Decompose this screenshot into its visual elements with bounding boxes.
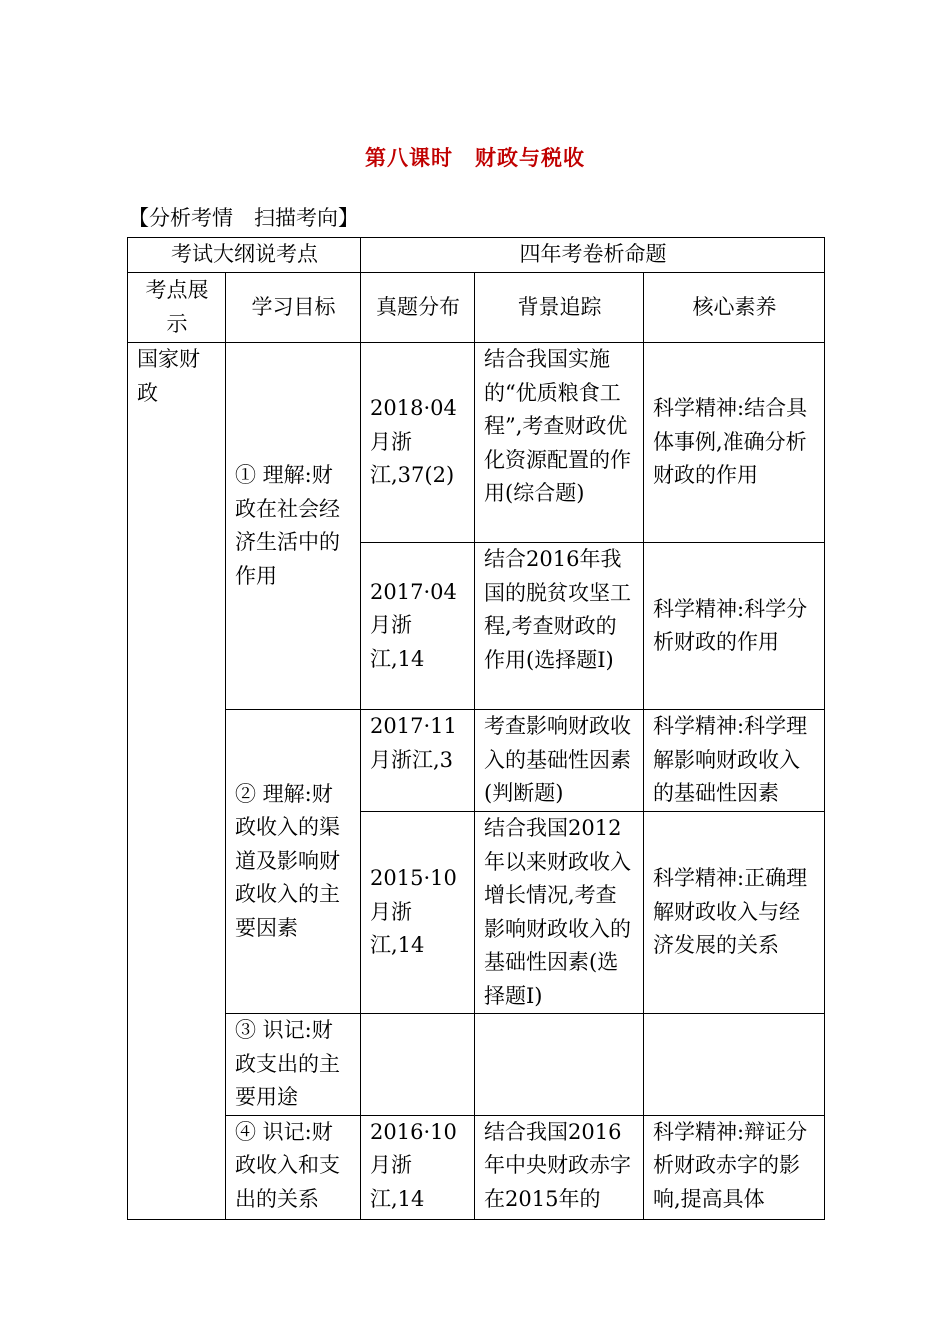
column-header-goal: 学习目标 <box>226 273 361 343</box>
table-row <box>128 1014 825 1116</box>
goal-cell: ④ 识记:财政收入和支出的关系 <box>226 1115 361 1219</box>
column-header-topic: 考点展示 <box>128 273 226 343</box>
table-group-header-row <box>128 238 825 273</box>
background-cell: 结合我国实施的“优质粮食工程”,考查财政优化资源配置的作用(综合题) <box>475 343 644 543</box>
table-row <box>128 710 825 812</box>
background-cell <box>475 1014 644 1116</box>
goal-cell: ③ 识记:财政支出的主要用途 <box>226 1014 361 1116</box>
exam-cell: 2018·04月浙江,37(2) <box>361 343 475 543</box>
column-header-exam: 真题分布 <box>361 273 475 343</box>
background-cell: 结合我国2012年以来财政收入增长情况,考查影响财政收入的基础性因素(选择题Ⅰ) <box>475 812 644 1014</box>
section-heading: 【分析考情 扫描考向】 <box>128 206 359 230</box>
table-column-header-row <box>128 273 825 343</box>
goal-cell: ① 理解:财政在社会经济生活中的作用 <box>226 343 361 710</box>
goal-cell: ② 理解:财政收入的渠道及影响财政收入的主要因素 <box>226 710 361 1014</box>
literacy-cell: 科学精神:科学理解影响财政收入的基础性因素 <box>644 710 825 812</box>
table-row <box>128 1115 825 1219</box>
literacy-cell: 科学精神:辩证分析财政赤字的影响,提高具体 <box>644 1115 825 1219</box>
exam-cell: 2017·04月浙江,14 <box>361 543 475 710</box>
exam-cell: 2017·11月浙江,3 <box>361 710 475 812</box>
exam-cell <box>361 1014 475 1116</box>
background-cell: 结合2016年我国的脱贫攻坚工程,考查财政的作用(选择题Ⅰ) <box>475 543 644 710</box>
literacy-cell: 科学精神:科学分析财政的作用 <box>644 543 825 710</box>
exam-cell: 2015·10月浙江,14 <box>361 812 475 1014</box>
header-four-year-analysis: 四年考卷析命题 <box>361 238 825 273</box>
background-cell: 考查影响财政收入的基础性因素(判断题) <box>475 710 644 812</box>
exam-cell: 2016·10月浙江,14 <box>361 1115 475 1219</box>
column-header-background: 背景追踪 <box>475 273 644 343</box>
table-row <box>128 343 825 543</box>
exam-analysis-table <box>127 237 825 1220</box>
page-title: 第八课时 财政与税收 <box>365 146 585 170</box>
header-outline-points: 考试大纲说考点 <box>128 238 361 273</box>
literacy-cell: 科学精神:正确理解财政收入与经济发展的关系 <box>644 812 825 1014</box>
literacy-cell <box>644 1014 825 1116</box>
column-header-literacy: 核心素养 <box>644 273 825 343</box>
background-cell: 结合我国2016年中央财政赤字在2015年的 <box>475 1115 644 1219</box>
topic-cell: 国家财政 <box>128 343 226 1220</box>
literacy-cell: 科学精神:结合具体事例,准确分析财政的作用 <box>644 343 825 543</box>
